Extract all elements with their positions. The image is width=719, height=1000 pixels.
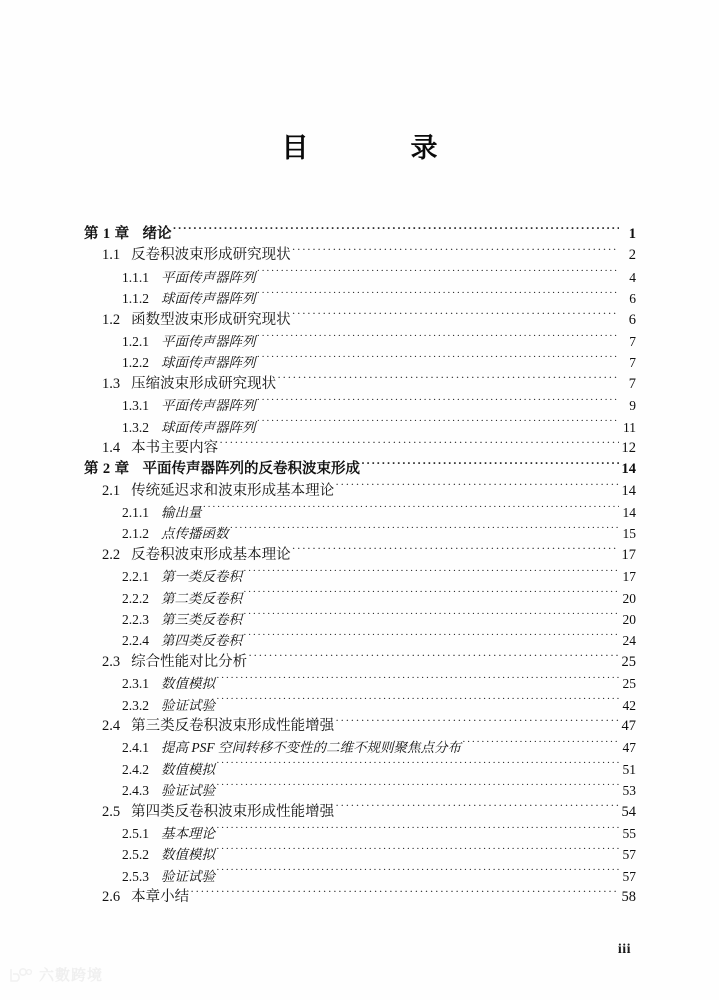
toc-dot-leader: [292, 245, 619, 259]
toc-entry-number: 2.3: [102, 653, 121, 670]
toc-entry-number: 2.1.2: [122, 526, 149, 542]
toc-entry[interactable]: [84, 759, 636, 780]
toc-entry-label: 数值模拟: [161, 847, 215, 863]
toc-dot-leader: [257, 289, 620, 303]
toc-entry-label: 球面传声器阵列: [161, 355, 256, 371]
toc-entry-number: 2.3.1: [122, 676, 149, 692]
toc-entry-number: 2.4: [102, 717, 121, 734]
toc-entry-page-number: 14: [621, 461, 636, 478]
toc-entry-number: 2.4.1: [122, 740, 149, 756]
toc-dot-leader: [257, 396, 620, 410]
toc-entry-page-number: 4: [629, 269, 636, 285]
toc-entry-label: 平面传声器阵列: [161, 333, 256, 349]
toc-entry-page-number: 24: [622, 633, 636, 649]
toc-entry-page-number: 58: [621, 889, 636, 906]
toc-entry-label: 传统延迟求和波束形成基本理论: [131, 482, 335, 499]
toc-entry-label: 验证试验: [161, 868, 215, 884]
toc-entry-page-number: 57: [622, 847, 636, 863]
toc-dot-leader: [243, 631, 619, 645]
toc-entry-label: 数值模拟: [161, 676, 215, 692]
toc-dot-leader: [243, 567, 619, 581]
toc-entry[interactable]: [84, 737, 636, 758]
toc-entry-page-number: 55: [622, 825, 636, 841]
toc-entry[interactable]: [84, 310, 636, 331]
toc-entry[interactable]: [84, 609, 636, 630]
table-of-contents: [84, 224, 636, 909]
toc-entry[interactable]: [84, 673, 636, 694]
toc-entry-label: 基本理论: [161, 825, 215, 841]
toc-entry-number: 2.2.2: [122, 590, 149, 606]
toc-entry-page-number: 51: [622, 761, 636, 777]
toc-entry-number: 2.2.4: [122, 633, 149, 649]
toc-dot-leader: [292, 545, 619, 559]
toc-dot-leader: [216, 824, 619, 838]
toc-entry-page-number: 14: [621, 482, 636, 499]
toc-entry-label: 球面传声器阵列: [161, 419, 256, 435]
page-number: iii: [617, 942, 631, 957]
toc-entry-page-number: 2: [628, 247, 636, 264]
toc-dot-leader: [335, 481, 619, 495]
toc-entry-page-number: 57: [622, 868, 636, 884]
toc-entry-number: 第 2 章: [84, 461, 130, 478]
toc-dot-leader: [243, 610, 619, 624]
toc-entry-label: 第三类反卷积: [161, 612, 242, 628]
toc-entry-page-number: 1: [628, 226, 636, 242]
toc-entry[interactable]: [84, 588, 636, 609]
toc-entry-number: 2.2: [102, 546, 121, 563]
toc-entry-label: 压缩波束形成研究现状: [131, 375, 277, 392]
toc-dot-leader: [243, 589, 619, 603]
toc-entry[interactable]: [84, 523, 636, 544]
toc-entry[interactable]: [84, 566, 636, 587]
toc-entry-number: 2.4.3: [122, 783, 149, 799]
toc-entry[interactable]: [84, 887, 636, 908]
toc-entry-page-number: 14: [622, 505, 636, 521]
toc-entry-number: 2.6: [102, 889, 121, 906]
toc-dot-leader: [257, 418, 620, 432]
toc-entry-number: 1.3.2: [122, 419, 149, 435]
toc-entry-label: 第四类反卷积波束形成性能增强: [131, 803, 335, 820]
toc-entry-number: 2.1.1: [122, 505, 149, 521]
toc-dot-leader: [257, 353, 620, 367]
toc-entry-number: 2.5.3: [122, 868, 149, 884]
toc-entry-number: 2.2.1: [122, 569, 149, 585]
toc-entry-label: 绪论: [142, 226, 172, 242]
toc-entry-label: 验证试验: [161, 697, 215, 713]
toc-dot-leader: [216, 696, 619, 710]
toc-dot-leader: [190, 887, 619, 901]
toc-entry-label: 第四类反卷积: [161, 633, 242, 649]
toc-dot-leader: [219, 438, 619, 452]
toc-dot-leader: [277, 374, 619, 388]
toc-entry[interactable]: [84, 331, 636, 352]
toc-entry-label: 球面传声器阵列: [161, 291, 256, 307]
toc-dot-leader: [335, 802, 619, 816]
toc-entry-number: 1.2: [102, 311, 121, 328]
toc-entry-label: 综合性能对比分析: [131, 653, 248, 670]
toc-entry[interactable]: [84, 630, 636, 651]
toc-entry-page-number: 7: [628, 375, 636, 392]
toc-entry-page-number: 6: [628, 311, 636, 328]
toc-entry[interactable]: [84, 823, 636, 844]
toc-entry-label: 第一类反卷积: [161, 569, 242, 585]
toc-entry-number: 1.3.1: [122, 398, 149, 414]
toc-entry-number: 1.2.2: [122, 355, 149, 371]
toc-entry-number: 2.4.2: [122, 761, 149, 777]
page-title: 目 录: [281, 133, 454, 163]
toc-entry-number: 2.3.2: [122, 697, 149, 713]
toc-entry-page-number: 17: [621, 546, 636, 563]
toc-dot-leader: [216, 760, 619, 774]
toc-entry-number: 1.3: [102, 375, 121, 392]
watermark-text: 六數跨境: [39, 967, 104, 984]
toc-entry-page-number: 25: [621, 653, 636, 670]
toc-entry-number: 2.5: [102, 803, 121, 820]
toc-entry-number: 2.5.2: [122, 847, 149, 863]
toc-entry[interactable]: [84, 374, 636, 395]
toc-entry-label: 点传播函数: [161, 526, 229, 542]
toc-entry[interactable]: [84, 395, 636, 416]
toc-entry[interactable]: [84, 802, 636, 823]
toc-entry[interactable]: [84, 695, 636, 716]
toc-entry-label: 输出量: [161, 505, 202, 521]
toc-entry[interactable]: [84, 352, 636, 373]
toc-entry-number: 1.1.2: [122, 291, 149, 307]
toc-dot-leader: [203, 503, 620, 517]
toc-entry[interactable]: [84, 481, 636, 502]
toc-entry[interactable]: [84, 844, 636, 865]
toc-entry-number: 1.4: [102, 439, 121, 456]
toc-dot-leader: [257, 332, 620, 346]
toc-entry-page-number: 54: [621, 803, 636, 820]
toc-entry[interactable]: [84, 267, 636, 288]
toc-dot-leader: [257, 268, 620, 282]
toc-entry[interactable]: [84, 866, 636, 887]
toc-entry-label: 验证试验: [161, 783, 215, 799]
toc-entry-number: 第 1 章: [84, 226, 130, 242]
toc-dot-leader: [361, 459, 619, 473]
toc-dot-leader: [173, 224, 620, 238]
toc-entry[interactable]: [84, 716, 636, 737]
toc-entry-label: 第三类反卷积波束形成性能增强: [131, 717, 335, 734]
toc-entry-page-number: 17: [622, 569, 636, 585]
toc-entry-page-number: 15: [622, 526, 636, 542]
toc-entry[interactable]: [84, 288, 636, 309]
toc-entry-number: 1.2.1: [122, 333, 149, 349]
toc-entry-label: 提高 PSF 空间转移不变性的二维不规则聚焦点分布: [161, 740, 461, 756]
six-number-logo-icon: [8, 966, 34, 984]
toc-entry-label: 本书主要内容: [131, 439, 219, 456]
toc-entry-number: 2.1: [102, 482, 121, 499]
toc-entry-page-number: 47: [622, 740, 636, 756]
toc-entry[interactable]: [84, 545, 636, 566]
toc-entry[interactable]: [84, 502, 636, 523]
watermark: [8, 964, 103, 985]
toc-entry-page-number: 20: [622, 590, 636, 606]
toc-entry-page-number: 47: [621, 717, 636, 734]
toc-entry-number: 1.1.1: [122, 269, 149, 285]
toc-entry-label: 平面传声器阵列: [161, 398, 256, 414]
toc-entry-page-number: 7: [629, 333, 636, 349]
toc-dot-leader: [216, 781, 619, 795]
toc-entry-page-number: 12: [621, 439, 636, 456]
toc-entry-label: 反卷积波束形成研究现状: [131, 247, 291, 264]
toc-dot-leader: [335, 716, 619, 730]
toc-entry-label: 第二类反卷积: [161, 590, 242, 606]
toc-entry-page-number: 6: [629, 291, 636, 307]
toc-dot-leader: [216, 845, 619, 859]
toc-entry-number: 1.1: [102, 247, 121, 264]
toc-dot-leader: [462, 738, 619, 752]
toc-entry[interactable]: [84, 780, 636, 801]
toc-dot-leader: [216, 674, 619, 688]
toc-entry-label: 本章小结: [131, 889, 190, 906]
toc-entry-label: 平面传声器阵列的反卷积波束形成: [142, 461, 360, 478]
toc-dot-leader: [230, 524, 620, 538]
toc-entry-page-number: 53: [622, 783, 636, 799]
toc-entry-number: 2.2.3: [122, 612, 149, 628]
toc-dot-leader: [292, 310, 619, 324]
toc-entry-page-number: 11: [623, 419, 636, 435]
toc-entry-label: 数值模拟: [161, 761, 215, 777]
toc-entry[interactable]: [84, 652, 636, 673]
toc-entry[interactable]: [84, 438, 636, 459]
toc-entry-label: 反卷积波束形成基本理论: [131, 546, 291, 563]
toc-entry[interactable]: [84, 224, 636, 245]
toc-entry-label: 平面传声器阵列: [161, 269, 256, 285]
toc-entry-number: 2.5.1: [122, 825, 149, 841]
toc-dot-leader: [248, 652, 619, 666]
toc-entry-page-number: 20: [622, 612, 636, 628]
toc-entry-page-number: 7: [629, 355, 636, 371]
toc-entry[interactable]: [84, 245, 636, 266]
toc-entry-label: 函数型波束形成研究现状: [131, 311, 291, 328]
toc-entry-page-number: 25: [622, 676, 636, 692]
toc-entry-page-number: 42: [622, 697, 636, 713]
toc-entry[interactable]: [84, 459, 636, 480]
toc-entry[interactable]: [84, 417, 636, 438]
toc-entry-page-number: 9: [629, 398, 636, 414]
toc-dot-leader: [216, 867, 619, 881]
